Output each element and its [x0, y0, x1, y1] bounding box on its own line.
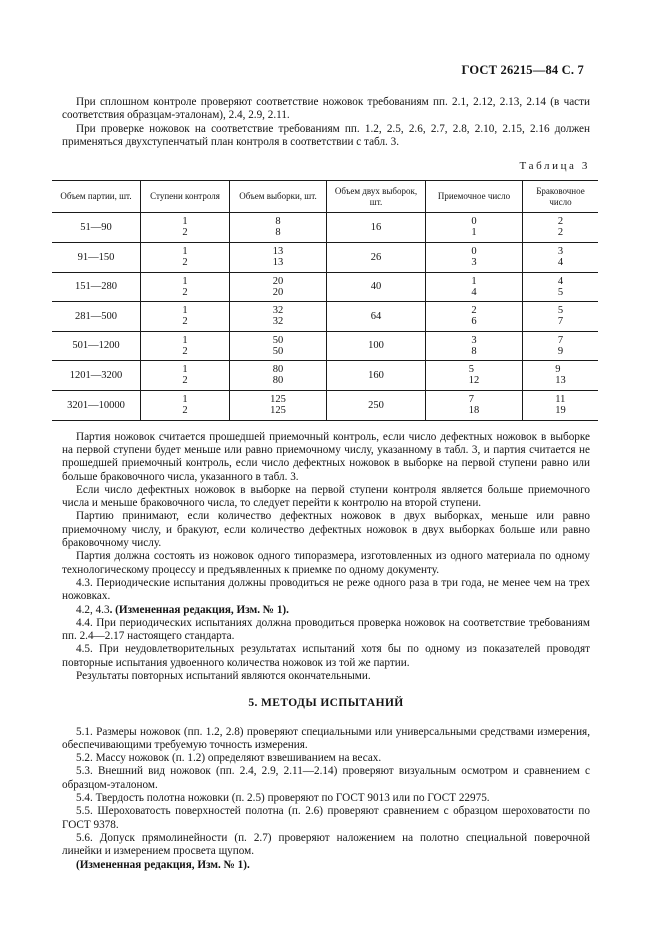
- control-step-cell-value: 1: [182, 394, 188, 406]
- acceptance-number-cell: [426, 302, 523, 332]
- revision-note: . (Измененная редакция, Изм. № 1).: [109, 603, 289, 616]
- control-step-cell: [141, 243, 230, 273]
- sample-size-cell: [230, 391, 327, 421]
- body-paragraph: Партия должна состоять из ножовок одного типоразмера, изготовленных из одного материала по одному технологическому процессу и предъявленных к приемке по одному документу.: [62, 550, 590, 576]
- control-step-cell: [141, 361, 230, 391]
- control-step-cell-value: 1: [182, 246, 188, 258]
- control-step-cell: [141, 302, 230, 332]
- table-row: [52, 243, 598, 273]
- rejection-number-cell-value: 13: [555, 375, 566, 387]
- control-step-cell-value: 1: [182, 216, 188, 228]
- acceptance-number-cell-value: 8: [471, 345, 477, 357]
- body-paragraph: 4.3. Периодические испытания должны проводиться не реже одного раза в три года, не менее чем на трех ножовках.: [62, 576, 590, 603]
- sample-size-cell-value: 32: [272, 305, 284, 317]
- body-paragraph: 4.4. При периодических испытаниях должна проводиться проверка ножовок на соответствие требованиям пп. 2.4—2.17 настоящего стандарта.: [62, 616, 590, 643]
- sample-size-cell-value: 32: [272, 316, 284, 328]
- rejection-number-cell: [523, 213, 599, 243]
- lot-size-cell: 501—1200: [52, 331, 141, 361]
- acceptance-number-cell: [426, 272, 523, 302]
- table-row: [52, 331, 598, 361]
- table-header-row: [52, 181, 598, 213]
- control-step-cell: [141, 391, 230, 421]
- table-row: [52, 361, 598, 391]
- control-step-cell-value: 1: [182, 275, 188, 287]
- lot-size-cell: 1201—3200: [52, 361, 141, 391]
- two-samples-size-cell: 100: [327, 331, 426, 361]
- column-header: Браковочное число: [523, 181, 599, 213]
- acceptance-number-cell-value: 6: [471, 316, 477, 328]
- table-row: [52, 302, 598, 332]
- rejection-number-cell-value: 7: [557, 334, 564, 346]
- rejection-number-cell-value: 5: [557, 286, 564, 298]
- sample-size-cell-value: 20: [272, 286, 284, 298]
- two-samples-size-cell: 40: [327, 272, 426, 302]
- sample-size-cell-value: 50: [272, 334, 284, 346]
- lot-size-cell: 51—90: [52, 213, 141, 243]
- control-step-cell-value: 1: [182, 334, 188, 346]
- lot-size-cell: 91—150: [52, 243, 141, 273]
- document-body: [62, 96, 590, 872]
- rejection-number-cell-value: 19: [555, 405, 566, 417]
- column-header: Приемочное число: [426, 181, 523, 213]
- rejection-number-cell-value: 9: [555, 364, 561, 376]
- sample-size-cell-value: 13: [272, 246, 284, 258]
- column-header: Объем двух выборок, шт.: [327, 181, 426, 213]
- rejection-number-cell: [523, 361, 599, 391]
- acceptance-number-cell-value: 4: [471, 286, 477, 298]
- rejection-number-cell: [523, 272, 599, 302]
- two-samples-size-cell: 250: [327, 391, 426, 421]
- page-header: ГОСТ 26215—84 С. 7: [461, 63, 584, 77]
- control-step-cell: [141, 272, 230, 302]
- acceptance-number-cell-value: 12: [468, 375, 480, 387]
- column-header: Объем партии, шт.: [52, 181, 141, 213]
- rejection-number-cell: [523, 302, 599, 332]
- sample-size-cell-value: 80: [272, 364, 284, 376]
- acceptance-number-cell-value: 1: [471, 275, 477, 287]
- sample-size-cell-value: 13: [272, 257, 284, 269]
- rejection-number-cell-value: 2: [557, 216, 564, 228]
- sample-size-cell-value: 50: [272, 345, 284, 357]
- rejection-number-cell-value: 2: [557, 227, 564, 239]
- control-step-cell-value: 2: [182, 316, 188, 328]
- acceptance-number-cell-value: 1: [471, 227, 477, 239]
- revision-note: (Измененная редакция, Изм. № 1).: [76, 858, 250, 871]
- acceptance-number-cell-value: 0: [471, 216, 477, 228]
- table-row: [52, 272, 598, 302]
- control-step-cell-value: 1: [182, 305, 188, 317]
- two-samples-size-cell: 64: [327, 302, 426, 332]
- sample-size-cell-value: 125: [270, 405, 286, 417]
- control-step-cell: [141, 331, 230, 361]
- revision-note-paragraph: [62, 604, 590, 617]
- intro-paragraph: При сплошном контроле проверяют соответствие ножовок требованиям пп. 2.1, 2.12, 2.13, 2.14 (в части соответствия образцам-эталонам), 2.4, 2.9, 2.11.: [62, 96, 590, 122]
- control-step-cell-value: 2: [182, 375, 188, 387]
- table-caption: Таблица 3: [519, 160, 590, 173]
- rejection-number-cell: [523, 331, 599, 361]
- sample-size-cell-value: 8: [275, 227, 281, 239]
- rejection-number-cell-value: 9: [557, 345, 564, 357]
- body-paragraph: 4.5. При неудовлетворительных результатах испытаний хотя бы по одному из показателей проводят повторные испытания удвоенного количества ножовок из той же партии.: [62, 643, 590, 669]
- lot-size-cell: 3201—10000: [52, 391, 141, 421]
- rejection-number-cell: [523, 243, 599, 273]
- body-paragraph: Результаты повторных испытаний являются окончательными.: [76, 669, 371, 682]
- acceptance-number-cell-value: 18: [468, 405, 480, 417]
- sample-size-cell: [230, 302, 327, 332]
- acceptance-number-cell: [426, 331, 523, 361]
- acceptance-number-cell-value: 3: [471, 334, 477, 346]
- acceptance-number-cell-value: 5: [468, 364, 474, 376]
- sample-size-cell: [230, 272, 327, 302]
- two-samples-size-cell: 16: [327, 213, 426, 243]
- body-paragraph: 5.2. Массу ножовок (п. 1.2) определяют взвешиванием на весах.: [76, 752, 382, 765]
- revision-note-paragraph: [62, 859, 590, 872]
- acceptance-number-cell-value: 7: [468, 394, 474, 406]
- rejection-number-cell-value: 3: [557, 246, 564, 258]
- control-step-cell: [141, 213, 230, 243]
- table-body: [52, 213, 598, 420]
- body-paragraph: Партия ножовок считается прошедшей приемочный контроль, если число дефектных ножовок в выборке на первой ступени будет меньше или равно приемочному числу, указанному в табл. 3, и партия считается не прошедшей приемочный контроль, если число дефектных ножовок в выборке на первой ступени равно или больше браковочного числа, указанного в табл. 3.: [62, 430, 590, 483]
- acceptance-number-cell: [426, 243, 523, 273]
- control-step-cell-value: 2: [182, 286, 188, 298]
- lot-size-cell: 281—500: [52, 302, 141, 332]
- acceptance-number-cell: [426, 361, 523, 391]
- acceptance-number-cell-value: 0: [471, 246, 477, 258]
- sample-size-cell: [230, 331, 327, 361]
- rejection-number-cell-value: 4: [557, 275, 564, 287]
- control-plan-table: [52, 180, 598, 420]
- rejection-number-cell-value: 11: [555, 394, 566, 406]
- sample-size-cell: [230, 243, 327, 273]
- rejection-number-cell-value: 5: [557, 305, 564, 317]
- sample-size-cell: [230, 361, 327, 391]
- table-row: [52, 213, 598, 243]
- section-heading: 5. МЕТОДЫ ИСПЫТАНИЙ: [248, 697, 404, 710]
- acceptance-number-cell: [426, 213, 523, 243]
- lot-size-cell: 151—280: [52, 272, 141, 302]
- column-header: Объем выборки, шт.: [230, 181, 327, 213]
- control-step-cell-value: 2: [182, 345, 188, 357]
- body-paragraph: Партию принимают, если количество дефектных ножовок в двух выборках, меньше или равно приемочному числу, и бракуют, если количество дефектных ножовок в двух выборках больше или равно браковочному числу.: [62, 510, 590, 550]
- column-header: Ступени контроля: [141, 181, 230, 213]
- two-samples-size-cell: 26: [327, 243, 426, 273]
- acceptance-number-cell: [426, 391, 523, 421]
- rejection-number-cell: [523, 391, 599, 421]
- body-paragraph: 5.1. Размеры ножовок (пп. 1.2, 2.8) проверяют специальными или универсальными средствами измерения, обеспечивающими требуемую точность измерения.: [62, 725, 590, 751]
- acceptance-number-cell-value: 2: [471, 305, 477, 317]
- sample-size-cell-value: 20: [272, 275, 284, 287]
- control-step-cell-value: 2: [182, 405, 188, 417]
- sample-size-cell: [230, 213, 327, 243]
- rejection-number-cell-value: 4: [557, 257, 564, 269]
- control-step-cell-value: 1: [182, 364, 188, 376]
- body-paragraph: 5.4. Твердость полотна ножовки (п. 2.5) проверяют по ГОСТ 9013 или по ГОСТ 22975.: [76, 792, 490, 805]
- sample-size-cell-value: 8: [275, 216, 281, 228]
- body-paragraph: Если число дефектных ножовок в выборке на первой ступени контроля является больше приемочного числа и меньше браковочного числа, то следует перейти к контролю на второй ступени.: [62, 483, 590, 510]
- sample-size-cell-value: 125: [270, 394, 286, 406]
- acceptance-number-cell-value: 3: [471, 257, 477, 269]
- table-row: [52, 391, 598, 421]
- body-paragraph: 5.6. Допуск прямолинейности (п. 2.7) проверяют наложением на полотно специальной поверочной линейки и измерением просвета щупом.: [62, 831, 590, 858]
- body-paragraph: 5.5. Шероховатость поверхностей полотна (п. 2.6) проверяют сравнением с образцом шероховатости по ГОСТ 9378.: [62, 805, 590, 831]
- two-samples-size-cell: 160: [327, 361, 426, 391]
- sample-size-cell-value: 80: [272, 375, 284, 387]
- control-step-cell-value: 2: [182, 227, 188, 239]
- rejection-number-cell-value: 7: [557, 316, 564, 328]
- body-paragraph: 5.3. Внешний вид ножовок (пп. 2.4, 2.9, 2.11—2.14) проверяют визуальным осмотром и сравнением с образцом-эталоном.: [62, 765, 590, 791]
- clause-numbers: 4.2, 4.3: [76, 603, 110, 616]
- intro-paragraph: При проверке ножовок на соответствие требованиям пп. 1.2, 2.5, 2.6, 2.7, 2.8, 2.10, 2.15, 2.16 должен применяться двухступенчатый план контроля в соответствии с табл. 3.: [62, 122, 590, 148]
- control-step-cell-value: 2: [182, 257, 188, 269]
